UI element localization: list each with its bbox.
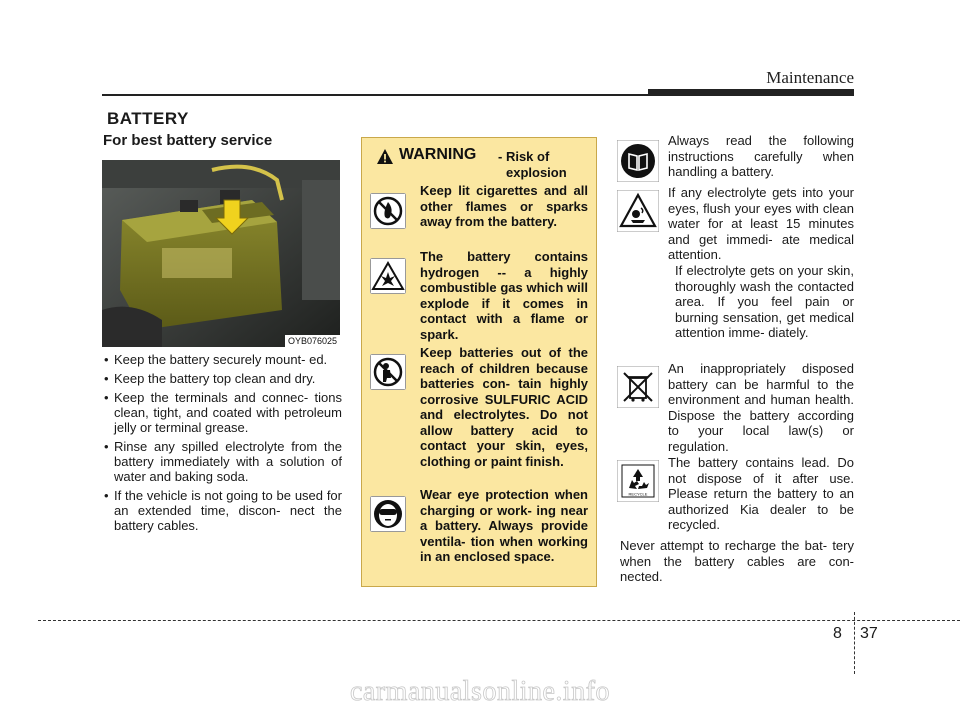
keep-away-children-icon: [370, 354, 406, 390]
right-skin-text: If electrolyte gets on your skin, thoroughly wash the contacted area. If you feel pain or burning sensation, get medical attention imme- diately.: [675, 263, 854, 340]
right-read-text: Always read the following instructions carefully when handling a battery.: [668, 133, 854, 179]
list-item: • Keep the battery securely mount- ed.: [104, 352, 328, 367]
warning-box: [361, 137, 597, 587]
right-recharge-text: Never attempt to recharge the bat- tery when the battery cables are con- nected.: [620, 538, 854, 584]
right-eyes-text: If any electrolyte gets into your eyes, flush your eyes with clean water for at least 15 minutes and get immedi- ate medical attention.: [668, 185, 854, 262]
battery-illustration: [102, 160, 340, 347]
no-flame-icon: [370, 193, 406, 229]
warning-flames-text: Keep lit cigarettes and all other flames or sparks away from the battery.: [420, 183, 588, 229]
list-item: • If the vehicle is not going to be used for an extended time, discon- nect the battery cables.: [104, 488, 342, 533]
warning-risk-subject: explosion: [506, 165, 567, 180]
right-recycle-text: The battery contains lead. Do not dispose of it after use. Please return the battery to an authorized Kia dealer to be recycled.: [668, 455, 854, 532]
recycle-icon: [617, 460, 659, 502]
warning-children-text: Keep batteries out of the reach of children because batteries con- tain highly corrosive SULFURIC ACID and electrolytes. Do not allow battery acid to contact your skin, eyes, clothing or paint finish.: [420, 345, 588, 469]
subsection-title: For best battery service: [103, 132, 273, 149]
flush-eyes-icon: [617, 190, 659, 232]
eye-protection-icon: [370, 496, 406, 532]
watermark: carmanualsonline.info: [349, 676, 611, 707]
photo-caption: OYB076025: [285, 335, 340, 347]
header-rule-accent: [648, 89, 854, 96]
read-manual-icon: [617, 140, 659, 182]
warning-triangle-icon: [376, 148, 394, 165]
no-trash-bin-icon: [617, 366, 659, 408]
warning-hydrogen-text: The battery contains hydrogen -- a highly combustible gas which will explode if it comes in contact with a flame or spark.: [420, 249, 588, 342]
warning-risk: - Risk of: [498, 149, 550, 164]
warning-eye-text: Wear eye protection when charging or work- ing near a battery. Always provide ventila- tion when working in an enclosed space.: [420, 487, 588, 564]
page-chapter: 8: [833, 625, 842, 642]
explosion-icon: [370, 258, 406, 294]
right-dispose-text: An inappropriately disposed battery can be harmful to the environment and human health. Dispose the battery according to your local law(s) or regulation.: [668, 361, 854, 454]
page-number: 37: [860, 625, 878, 642]
list-item: • Keep the battery top clean and dry.: [104, 371, 316, 386]
battery-care-list: [102, 352, 342, 537]
list-item: • Keep the terminals and connec- tions clean, tight, and coated with petroleum jelly or terminal grease.: [104, 390, 342, 435]
page-divider: [854, 612, 855, 674]
header-title: Maintenance: [766, 68, 854, 87]
recycle-label: RECYCLE: [628, 491, 648, 497]
list-item: • Rinse any spilled electrolyte from the battery immediately with a solution of water and baking soda.: [104, 439, 342, 484]
battery-photo: [102, 160, 340, 347]
warning-word: WARNING: [399, 146, 477, 163]
footer-rule: [38, 620, 960, 621]
section-title: BATTERY: [107, 109, 189, 128]
